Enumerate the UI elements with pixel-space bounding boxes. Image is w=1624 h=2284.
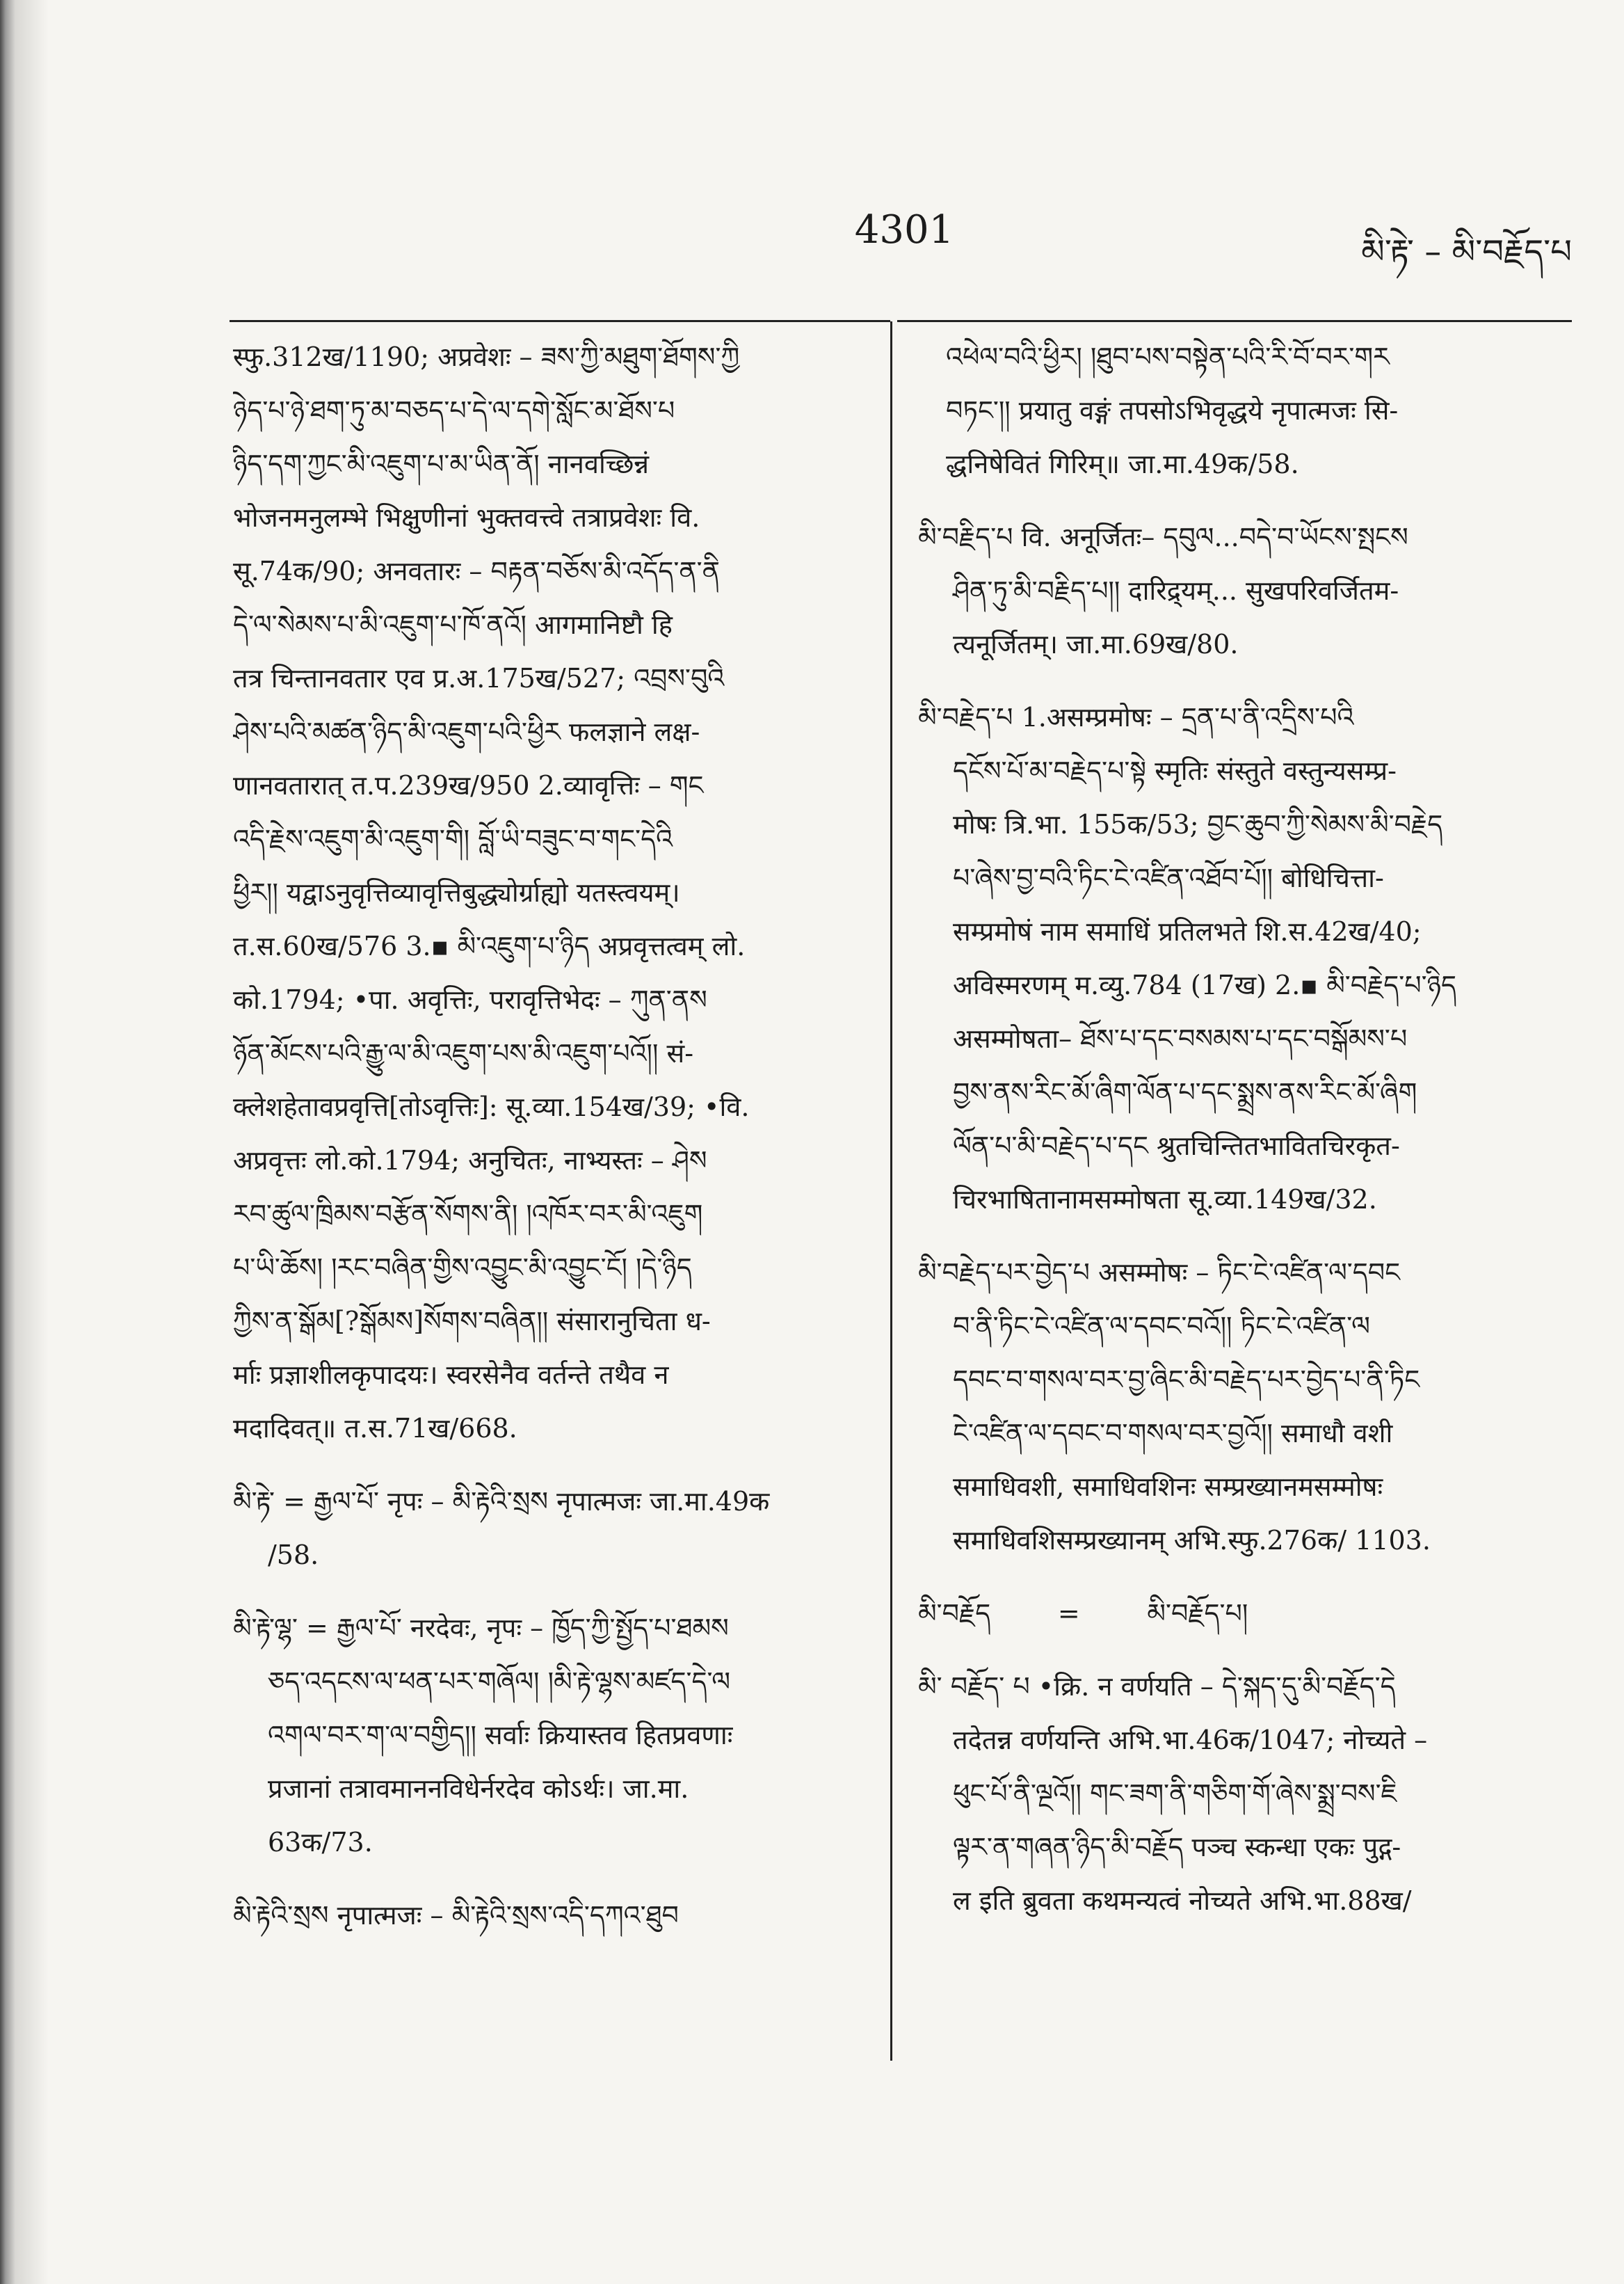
entry-line: དེ་ལ་སེམས་པ་མི་འཇུག་པ་ཁོ་ནའོ། आगमानिष्टौ हि xyxy=(233,609,673,640)
dictionary-entry xyxy=(233,1475,862,1582)
entry-line: བྱས་ནས་རིང་མོ་ཞིག་ལོན་པ་དང་སྨྲས་ནས་རིང་མོ་ཞིག xyxy=(953,1077,1417,1108)
entry-line: ཉེད་པ་ཉེ་ཐག་ཏུ་མ་བཅད་པ་དེ་ལ་དགེ་སློང་མ་ཐོས་པ xyxy=(233,395,675,426)
entry-line: པ་ཞེས་བྱ་བའི་ཏིང་ངེ་འཛིན་འཐོབ་པོ།། बोधिचित्ता- xyxy=(953,863,1384,893)
entry-line: भोजनमनुलम्भे भिक्षुणीनां भुक्तवत्त्वे तत्राप्रवेशः वि. xyxy=(233,502,700,533)
entry-line: मदादिवत्॥ त.स.71ख/668. xyxy=(233,1413,517,1444)
entry-line: चिरभाषितानामसम्मोषता सू.व्या.149ख/32. xyxy=(953,1184,1377,1215)
entry-line: /58. xyxy=(268,1540,319,1570)
dictionary-entry xyxy=(918,1660,1551,1928)
entry-line: सम्प्रमोषं नाम समाधिं प्रतिलभते शि.स.42ख/40; xyxy=(953,916,1422,947)
entry-line: तदेतन्न वर्णयन्ति अभि.भा.46क/1047; नोच्यते – xyxy=(953,1725,1428,1755)
entry-headword-line: མི་རྟེའི་སྲས नृपात्मजः – མི་རྟེའི་སྲས་འདི་དཀའ་ཐུབ xyxy=(233,1900,679,1931)
entry-line: को.1794; •पा. अवृत्तिः, परावृत्तिभेदः – ཀུན་ནས xyxy=(233,984,707,1015)
entry-line: अप्रवृत्तः लो.को.1794; अनुचितः, नाभ्यस्तः – ཤེས xyxy=(233,1145,707,1176)
entry-line: ཉོན་མོངས་པའི་རྒྱུ་ལ་མི་འཇུག་པས་མི་འཇུག་པའོ།། सं- xyxy=(233,1038,694,1069)
page-edge xyxy=(0,0,49,2284)
entry-line: བ་ནི་ཏིང་ངེ་འཛིན་ལ་དབང་བའོ།། ཏིང་ངེ་འཛིན་ལ xyxy=(953,1311,1370,1341)
entry-line: ཀྱིས་ན་སྒོམ[?སྒོམས]སོགས་བཞིན།། संसारानुचिता ध- xyxy=(233,1306,711,1336)
page-number: 4301 xyxy=(854,207,954,253)
entry-line: པ་ཡི་ཆོས། །རང་བཞིན་གྱིས་འབྱུང་མི་འབྱུང་ངོ། །དེ་ཉིད xyxy=(233,1252,692,1283)
entry-line: ཕྱིར།། यद्वाऽनुवृत्तिव्यावृत्तिबुद्ध्योर्ग्राह्यो यतस्त्वयम्। xyxy=(233,877,680,908)
entry-headword-line: མི་རྟེ་ = རྒྱལ་པོ་ नृपः – མི་རྟེའི་སྲས नृपात्मजः जा.मा.49क xyxy=(233,1486,770,1517)
entry-headword-line: མི་བརྗིད་པ वि. अनूर्जितः– དབུལ...བདེ་བ་ཡོངས་སྤངས xyxy=(918,522,1408,552)
entry-headword-line: མི་བརྗེད་པ 1.असम्प्रमोषः – དྲན་པ་ནི་འདྲིས་པའི xyxy=(918,702,1354,733)
entry-line: འགལ་བར་ག་ལ་བགྱིད།། सर्वाः क्रियास्तव हितप्रवणाः xyxy=(268,1720,733,1750)
entry-line: བཏང་།། प्रयातु वङ्गं तपसोऽभिवृद्धये नृपात्मजः सि- xyxy=(946,395,1399,426)
column-divider xyxy=(890,321,892,2061)
header-rule-left xyxy=(230,320,890,322)
entry-line: क्लेशहेतावप्रवृत्ति[तोऽवृत्तिः]: सू.व्या.154ख/39; •वि. xyxy=(233,1092,750,1122)
dictionary-entry xyxy=(918,1246,1551,1567)
entry-line: स्फु.312ख/1190; अप्रवेशः – ཟས་ཀྱི་མཐུག་ཐོགས་ཀྱི xyxy=(233,342,740,372)
entry-line: अविस्मरणम् म.व्यु.784 (17ख) 2.▪ མི་བརྗེད་པ་ཉིད xyxy=(953,970,1456,1000)
entry-line: ངེ་འཛིན་ལ་དབང་བ་གསལ་བར་བྱའོ།། समाधौ वशी xyxy=(953,1418,1393,1448)
entry-line: ཤེས་པའི་མཚན་ཉིད་མི་འཇུག་པའི་ཕྱིར फलज्ञाने लक्ष- xyxy=(233,717,700,747)
entry-line: र्माः प्रज्ञाशीलकृपादयः। स्वरसेनैव वर्तन्ते तथैव न xyxy=(233,1359,669,1390)
entry-line: འདི་རྗེས་འཇུག་མི་འཇུག་གི། བློ་ཡི་བཟུང་བ་གང་དེའི xyxy=(233,824,673,854)
entry-line: णानवतारात् त.प.239ख/950 2.व्यावृत्तिः – གང xyxy=(233,770,704,801)
running-head: མི་རྟེ་ – མི་བརྗོད་པ xyxy=(1361,232,1572,271)
dictionary-entry xyxy=(918,330,1551,491)
left-column xyxy=(233,330,862,1962)
dictionary-entry xyxy=(233,1889,862,1942)
entry-line: त.स.60ख/576 3.▪ མི་འཇུག་པ་ཉིད अप्रवृत्तत्वम् लो. xyxy=(233,931,746,961)
entry-line: ཉིད་དག་ཀྱང་མི་འཇུག་པ་མ་ཡིན་ནོ། नानवच्छिन्नं xyxy=(233,449,650,479)
dictionary-entry xyxy=(918,511,1551,671)
entry-line: དབང་བ་གསལ་བར་བྱ་ཞིང་མི་བརྗེད་པར་བྱེད་པ་ནི་ཏིང xyxy=(953,1364,1420,1395)
entry-line: འཕེལ་བའི་ཕྱིར། །ཐུབ་པས་བསྟེན་པའི་རི་བོ་བར་གར xyxy=(946,342,1390,372)
right-column xyxy=(918,330,1551,1947)
entry-line: དངོས་པོ་མ་བརྗེད་པ་སྟེ स्मृतिः संस्तुते वस्तुन्यसम्प्र- xyxy=(953,756,1397,786)
entry-line: ལྟར་ན་གཞན་ཉིད་མི་བརྗོད पञ्च स्कन्धा एकः पुद्ग- xyxy=(953,1832,1401,1862)
entry-line: ཕུང་པོ་ནི་ལྔའོ།། གང་ཟག་ནི་གཅིག་གོ་ཞེས་སྨྲ་བས་ཇི xyxy=(953,1778,1397,1809)
entry-line: मोषः त्रि.भा. 155क/53; བྱང་ཆུབ་ཀྱི་སེམས་མི་བརྗེད xyxy=(953,809,1443,840)
entry-line: सू.74क/90; अनवतारः – བརྟན་བཅོས་མི་འདོད་ན་ནི xyxy=(233,556,721,586)
entry-line: ལོན་པ་མི་བརྗེད་པ་དང श्रुतचिन्तितभावितचिरकृत- xyxy=(953,1131,1400,1161)
entry-headword-line: མི་བརྗེད་པར་བྱེད་པ असम्मोषः – ཏིང་ངེ་འཛིན་ལ་དབང xyxy=(918,1257,1401,1288)
dictionary-entry xyxy=(233,330,862,1455)
dictionary-entry xyxy=(918,1587,1551,1640)
entry-line: समाधिवशिसम्प्रख्यानम् अभि.स्फु.276क/ 1103. xyxy=(953,1525,1431,1556)
entry-line: 63क/73. xyxy=(268,1827,373,1858)
entry-line: असम्मोषता– ཐོས་པ་དང་བསམས་པ་དང་བསྒོམས་པ xyxy=(953,1023,1408,1054)
dictionary-entry xyxy=(233,1602,862,1869)
entry-headword-line: མི་ བརྗོད་ པ •क्रि. न वर्णयति – དེ་སྐད་དུ་མི་བརྗོད་དེ xyxy=(918,1671,1396,1702)
header-rule-right xyxy=(897,320,1572,322)
entry-line: ཤིན་ཏུ་མི་བརྗིད་པ།། दारिद्र्यम्... सुखपरिवर्जितम- xyxy=(953,575,1399,606)
entry-headword-line: མི་བརྗོད = མི་བརྗོད་པ། xyxy=(918,1598,1248,1629)
entry-line: ཅད་འདངས་ལ་ཕན་པར་གཞོལ། །མི་རྟེ་ལྷས་མཛད་དེ་ལ xyxy=(268,1666,731,1697)
entry-line: ल इति ब्रुवता कथमन्यत्वं नोच्यते अभि.भा.88ख/ xyxy=(953,1885,1412,1916)
entry-line: समाधिवशी, समाधिवशिनः सम्प्रख्यानमसम्मोषः xyxy=(953,1471,1383,1502)
entry-line: तत्र चिन्तानवतार एव प्र.अ.175ख/527; འབྲས་བུའི xyxy=(233,663,725,694)
dictionary-entry xyxy=(918,691,1551,1227)
entry-line: རབ་ཚུལ་ཁྲིམས་བརྩོན་སོགས་ནི། །འཁོར་བར་མི་འཇུག xyxy=(233,1199,703,1229)
entry-headword-line: མི་རྟེ་ལྷ་ = རྒྱལ་པོ་ नरदेवः, नृपः – ཁྱོད་ཀྱི་སྤྱོད་པ་ཐམས xyxy=(233,1613,729,1643)
entry-line: प्रजानां तत्रावमाननविधेर्नरदेव कोऽर्थः। जा.मा. xyxy=(268,1773,689,1804)
entry-line: त्यनूर्जितम्। जा.मा.69ख/80. xyxy=(953,629,1239,660)
entry-line: द्धनिषेवितं गिरिम्॥ जा.मा.49क/58. xyxy=(946,449,1299,479)
